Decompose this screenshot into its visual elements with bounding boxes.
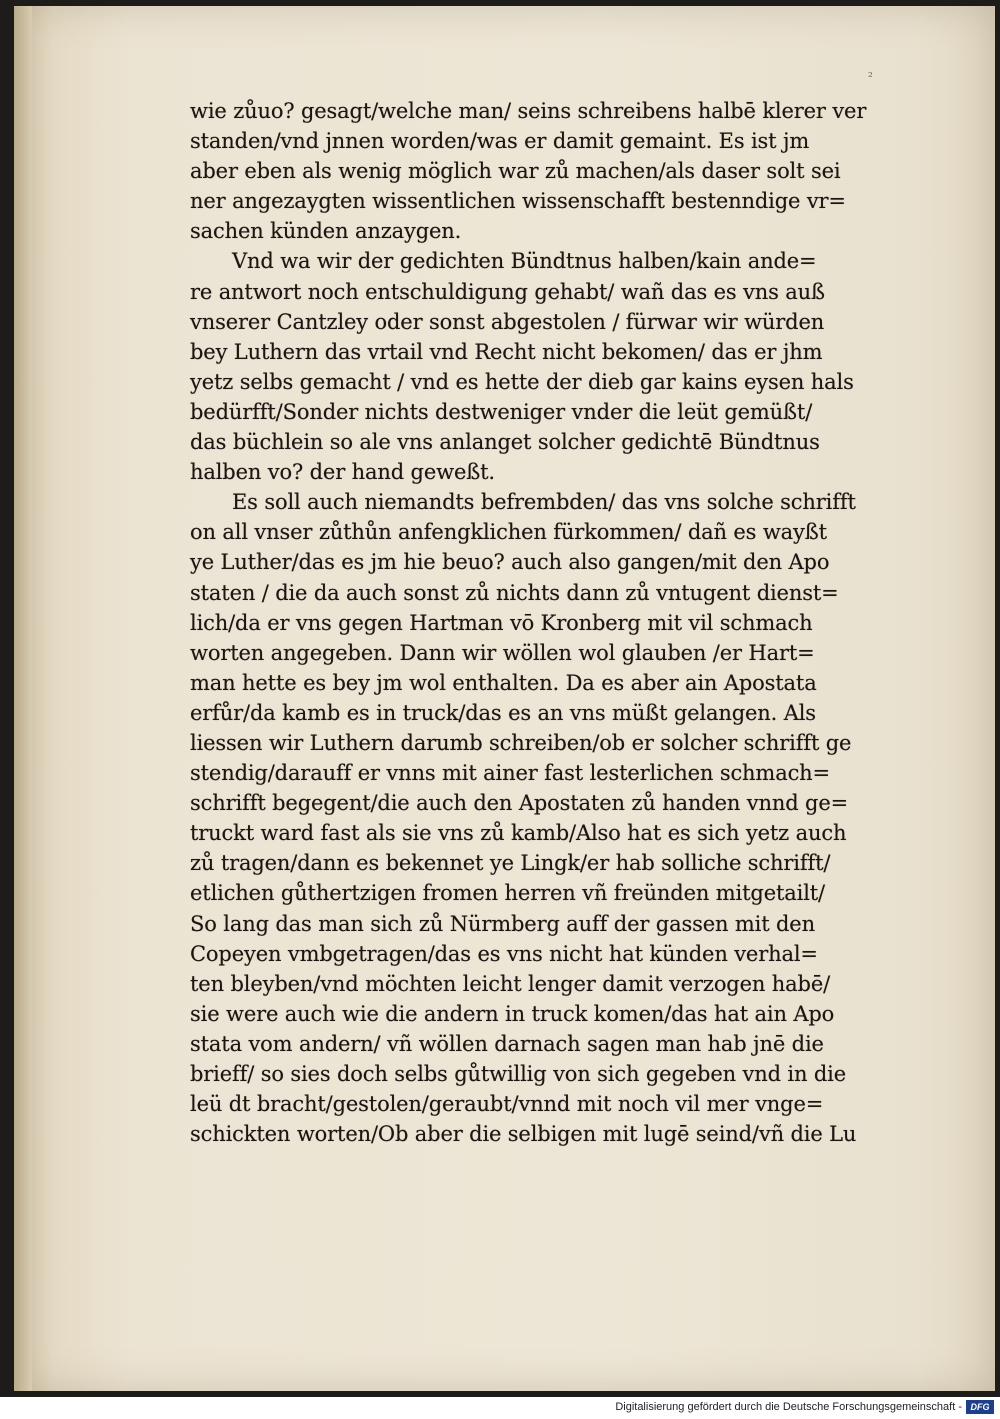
text-line: zů tragen/dann es bekennet ye Lingk/er hab solliche schrifft/ [190, 851, 831, 876]
text-line: ten bleyben/vnd möchten leicht lenger damit verzogen habē/ [190, 971, 831, 996]
text-line: erfůr/da kamb es in truck/das es an vns müßt gelangen. Als [190, 700, 816, 725]
text-line: bedürfft/Sonder nichts destweniger vnder die leüt gemüßt/ [190, 399, 813, 424]
text-line: Vnd wa wir der gedichten Bündtnus halben/kain ande= [232, 249, 817, 274]
page-gutter [14, 6, 32, 1391]
text-line: das büchlein so ale vns anlanget solcher gedichtē Bündtnus [190, 430, 820, 455]
body-text [190, 96, 910, 1149]
text-line: lich/da er vns gegen Hartman vō Kronberg mit vil schmach [190, 610, 813, 635]
text-line: aber eben als wenig möglich war zů machen/als daser solt sei [190, 159, 841, 184]
text-line: Es soll auch niemandts befrembden/ das vns solche schrifft [232, 490, 856, 515]
text-line: etlichen gůthertzigen fromen herren vñ freünden mitgetailt/ [190, 881, 825, 906]
text-line: wie zůuo? gesagt/welche man/ seins schreibens halbē klerer ver [190, 99, 867, 123]
footer-bar [0, 1397, 1000, 1419]
page-mark: ² [868, 70, 873, 84]
text-line: on all vnser zůthůn anfengklichen fürkommen/ dañ es wayßt [190, 520, 827, 545]
text-line: Copeyen vmbgetragen/das es vns nicht hat künden verhal= [190, 941, 818, 966]
text-line: worten angegeben. Dann wir wöllen wol glauben /er Hart= [190, 640, 815, 665]
text-line: liessen wir Luthern darumb schreiben/ob er solcher schrifft ge [190, 730, 852, 755]
text-line: So lang das man sich zů Nürmberg auff der gassen mit den [190, 911, 815, 936]
text-line: sie were auch wie die andern in truck komen/das hat ain Apo [190, 1001, 835, 1026]
text-line: yetz selbs gemacht / vnd es hette der dieb gar kains eysen hals [190, 369, 854, 394]
text-line: brieff/ so sies doch selbs gůtwillig von sich gegeben vnd in die [190, 1062, 847, 1086]
text-line: sachen künden anzaygen. [190, 219, 462, 244]
text-line: staten / die da auch sonst zů nichts dann zů vntugent dienst= [190, 580, 839, 605]
text-line: schickten worten/Ob aber die selbigen mit lugē seind/vñ die Lu [190, 1122, 857, 1147]
text-line: ye Luther/das es jm hie beuo? auch also gangen/mit den Apo [190, 550, 830, 575]
text-line: stendig/darauff er vnns mit ainer fast lesterlichen schmach= [190, 761, 831, 786]
text-line: man hette es bey jm wol enthalten. Da es aber ain Apostata [190, 670, 817, 695]
text-line: re antwort noch entschuldigung gehabt/ wañ das es vns auß [190, 279, 825, 304]
text-line: truckt ward fast als sie vns zů kamb/Also hat es sich yetz auch [190, 821, 847, 846]
text-line: schrifft begegent/die auch den Apostaten zů handen vnnd ge= [190, 791, 849, 816]
dfg-logo: DFG [966, 1400, 994, 1414]
text-line: ner angezaygten wissentlichen wissenschafft bestenndige vr= [190, 189, 846, 214]
text-line: vnserer Cantzley oder sonst abgestolen / fürwar wir würden [190, 309, 825, 334]
text-line: stata vom andern/ vñ wöllen darnach sagen man hab jnē die [190, 1031, 824, 1056]
text-line: standen/vnd jnnen worden/was er damit gemaint. Es ist jm [190, 129, 810, 154]
text-line: halben vo? der hand geweßt. [190, 460, 495, 485]
text-line: bey Luthern das vrtail vnd Recht nicht bekomen/ das er jhm [190, 339, 823, 364]
funding-credit: Digitalisierung gefördert durch die Deutsche Forschungsgemeinschaft - [615, 1401, 962, 1413]
text-line: leü dt bracht/gestolen/geraubt/vnnd mit noch vil mer vnge= [190, 1092, 824, 1117]
